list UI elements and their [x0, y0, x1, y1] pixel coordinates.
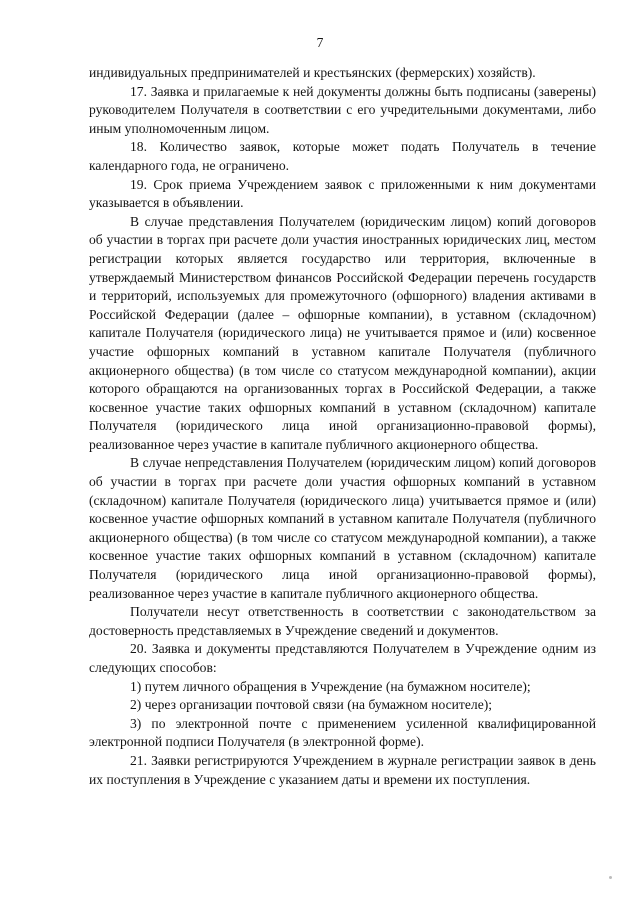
list-item-in-person: 1) путем личного обращения в Учреждение (на бумажном носителе); — [130, 678, 531, 694]
paragraph-offshore-nonrepresentation: В случае непредставления Получателем (юридическим лицом) копий договоров об участии в торгах при расчете доли участия офшорных компаний в уставном (складочном) капитале Получателя (юридического лица) учитывается прямое и (или) косвенное участие офшорных компаний в уставном капитале Получателя (публичного акционерного общества) (в том числе со статусом международной компании), а также косвенное участие таких офшорных компаний в уставном (складочном) капитале Получателя (юридического лица иной организационно-правовой формы), реализованное через участие в капитале публичного акционерного общества. — [89, 455, 596, 601]
paragraph-17-signature: 17. Заявка и прилагаемые к ней документы должны быть подписаны (заверены) руководителем Получателя в соответствии с его учредительными документами, либо иным уполномоченным лицом. — [89, 83, 596, 136]
paragraph-20-submission: 20. Заявка и документы представляются Получателем в Учреждение одним из следующих способов: — [89, 641, 596, 675]
paragraph-responsibility: Получатели несут ответственность в соответствии с законодательством за достоверность представляемых в Учреждение сведений и документов. — [89, 604, 596, 638]
document-body — [89, 64, 596, 789]
paragraph-19-deadline: 19. Срок приема Учреждением заявок с приложенными к ним документами указывается в объявлении. — [89, 176, 596, 211]
paragraph-18-application-count: 18. Количество заявок, которые может подать Получатель в течение календарного года, не ограничено. — [89, 139, 596, 173]
page-number: 7 — [316, 35, 324, 50]
paragraph-continuation: индивидуальных предпринимателей и крестьянских (фермерских) хозяйств). — [89, 65, 536, 80]
list-item-postal: 2) через организации почтовой связи (на бумажном носителе); — [130, 697, 493, 713]
paragraph-21-registration: 21. Заявки регистрируются Учреждением в журнале регистрации заявок в день их поступления в Учреждение с указанием даты и времени их поступления. — [89, 752, 596, 787]
list-item-email: 3) по электронной почте с применением усиленной квалифицированной электронной подписи Получателя (в электронной форме). — [89, 715, 596, 750]
paragraph-offshore-representation: В случае представления Получателем (юридическим лицом) копий договоров об участии в торгах при расчете доли участия иностранных юридических лиц, местом регистрации которых является государство или территория, включенные в утверждаемый Министерством финансов Российской Федерации перечень государств и территорий, используемых для промежуточного (офшорного) владения активами в Российской Федерации (далее – офшорные компании), в уставном (складочном) капитале Получателя (юридического лица) не учитывается прямое и (или) косвенное участие офшорных компаний в уставном капитале Получателя (публичного акционерного общества) (в том числе со статусом международной компании), акции которого обращаются на организованных торгах в Российской Федерации, а также косвенное участие таких офшорных компаний в уставном (складочном) капитале Получателя (юридического лица иной организационно-правовой формы), реализованное через участие в капитале публичного акционерного общества. — [89, 213, 596, 452]
scan-speck — [609, 876, 612, 879]
